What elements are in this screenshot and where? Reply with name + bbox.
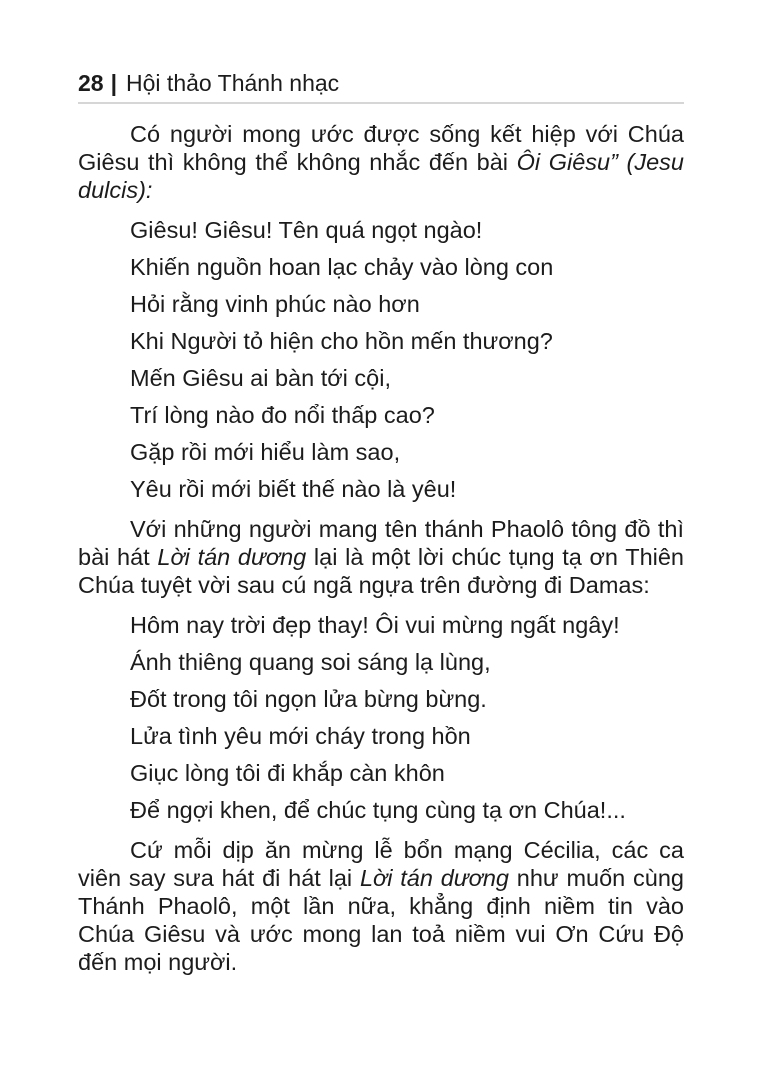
chapter-title: Hội thảo Thánh nhạc — [126, 70, 340, 96]
paragraph-line — [78, 948, 684, 976]
text-run: Chúa Giêsu và ước mong lan toả niềm vui Ơn Cứu Độ — [78, 921, 684, 947]
italic-text-run: Lời tán dương — [359, 865, 509, 891]
paragraph-line — [78, 920, 684, 948]
italic-text-run: Ôi Giêsu” (Jesu — [516, 149, 684, 175]
paragraph-line — [78, 120, 684, 148]
verse-line: Hỏi rằng vinh phúc nào hơn — [130, 291, 420, 317]
paragraph-block — [78, 515, 684, 599]
verse-line: Đốt trong tôi ngọn lửa bừng bừng. — [130, 686, 487, 712]
paragraph-line — [78, 176, 684, 204]
text-run: như muốn cùng — [509, 865, 684, 891]
verse-line: Trí lòng nào đo nổi thấp cao? — [130, 402, 435, 428]
verse-line: Gặp rồi mới hiểu làm sao, — [130, 439, 401, 465]
verse-line: Hôm nay trời đẹp thay! Ôi vui mừng ngất ngây! — [130, 612, 620, 638]
text-run: Giêsu thì không thể không nhắc đến bài — [78, 149, 517, 175]
running-header — [78, 70, 684, 104]
paragraph-line — [78, 515, 684, 543]
verse-block — [78, 216, 684, 503]
page-body — [78, 104, 684, 976]
paragraph-line — [78, 571, 684, 599]
verse-line: Yêu rồi mới biết thế nào là yêu! — [130, 476, 457, 502]
text-run: Với những người mang tên thánh Phaolô tông đồ thì — [130, 516, 684, 542]
verse-line: Khi Người tỏ hiện cho hồn mến thương? — [130, 328, 553, 354]
italic-text-run: dulcis): — [78, 177, 153, 203]
verse-line: Lửa tình yêu mới cháy trong hồn — [130, 723, 471, 749]
text-run: Cứ mỗi dịp ăn mừng lễ bổn mạng Cécilia, các ca — [130, 837, 684, 863]
paragraph-line — [78, 836, 684, 864]
verse-line: Giêsu! Giêsu! Tên quá ngọt ngào! — [130, 217, 483, 243]
text-run: lại là một lời chúc tụng tạ ơn Thiên — [306, 544, 685, 570]
paragraph-line — [78, 148, 684, 176]
page-number: 28 — [78, 70, 104, 96]
verse-block — [78, 611, 684, 824]
verse-line: Khiến nguồn hoan lạc chảy vào lòng con — [130, 254, 554, 280]
verse-line: Ánh thiêng quang soi sáng lạ lùng, — [130, 649, 491, 675]
header-separator: | — [110, 70, 118, 96]
verse-line: Để ngợi khen, để chúc tụng cùng tạ ơn Chúa!... — [130, 797, 626, 823]
verse-line: Mến Giêsu ai bàn tới cội, — [130, 365, 391, 391]
paragraph-line — [78, 543, 684, 571]
text-run: Chúa tuyệt vời sau cú ngã ngựa trên đường đi Damas: — [78, 572, 650, 598]
paragraph-line — [78, 864, 684, 892]
paragraph-line — [78, 892, 684, 920]
paragraph-block — [78, 120, 684, 204]
paragraph-block — [78, 836, 684, 976]
text-run: bài hát — [78, 544, 158, 570]
italic-text-run: Lời tán dương — [157, 544, 307, 570]
text-run: viên say sưa hát đi hát lại — [78, 865, 360, 891]
text-run: Có người mong ước được sống kết hiệp với Chúa — [130, 121, 684, 147]
text-run: Thánh Phaolô, một lần nữa, khẳng định niềm tin vào — [78, 893, 684, 919]
text-run: đến mọi người. — [78, 949, 238, 975]
verse-line: Giục lòng tôi đi khắp càn khôn — [130, 760, 445, 786]
